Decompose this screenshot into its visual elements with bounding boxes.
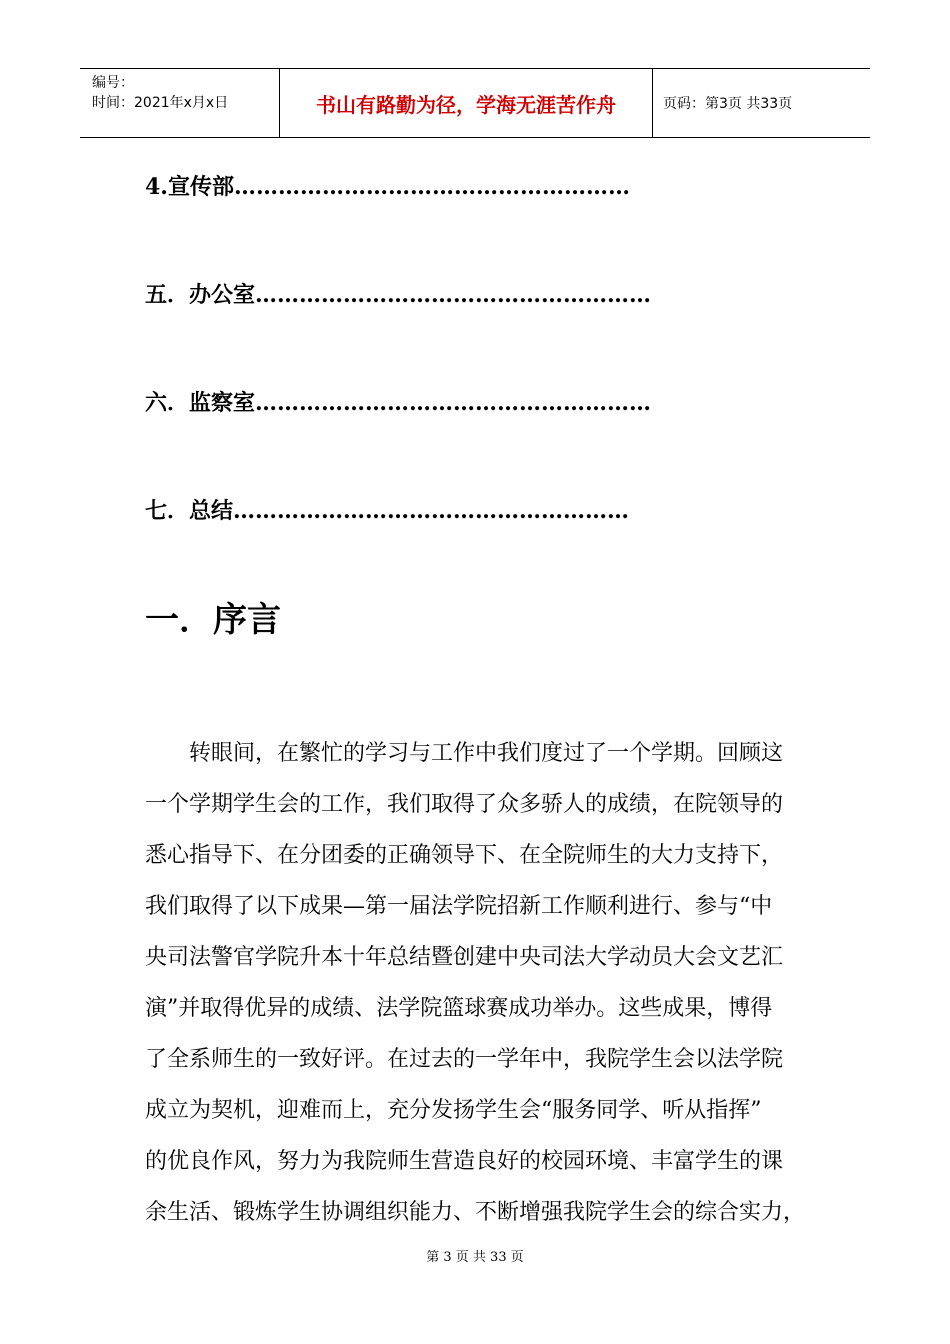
toc-entry-label: 4.宣传部 (145, 174, 234, 200)
paragraph-line: 余生活、锻炼学生协调组织能力、不断增强我院学生会的综合实力， (145, 1200, 806, 1225)
paragraph-line: 了全系师生的一致好评。在过去的一学年中，我院学生会以法学院 (145, 1047, 784, 1072)
toc-entry-label: 六．监察室 (145, 390, 256, 416)
paragraph-line: 成立为契机，迎难而上，充分发扬学生会“服务同学、听从指挥” (145, 1098, 762, 1123)
page-footer: 第 3 页 共 33 页 (426, 1250, 524, 1265)
toc-entry[interactable] (145, 386, 651, 417)
page-header (80, 68, 870, 138)
toc-entry[interactable] (145, 494, 629, 525)
paragraph-line: 我们取得了以下成果—第一届法学院招新工作顺利进行、参与“中 (145, 894, 773, 919)
section-heading: 一．序言 (145, 600, 281, 640)
header-motto: 书山有路勤为径，学海无涯苦作舟 (280, 69, 653, 137)
toc-leader: ……………………………………………… (233, 174, 630, 200)
header-meta (80, 69, 280, 137)
paragraph-line: 悉心指导下、在分团委的正确领导下、在全院师生的大力支持下， (145, 843, 784, 868)
paragraph-line: 一个学期学生会的工作，我们取得了众多骄人的成绩，在院领导的 (145, 792, 784, 817)
paragraph-line: 转眼间，在繁忙的学习与工作中我们度过了一个学期。回顾这 (145, 741, 784, 766)
paragraph-line: 央司法警官学院升本十年总结暨创建中央司法大学动员大会文艺汇 (145, 945, 784, 970)
header-page-code: 页码：第3页 共33页 (663, 96, 793, 112)
toc-entry-label: 七．总结 (145, 498, 234, 524)
paragraph-line: 演”并取得优异的成绩、法学院篮球赛成功举办。这些成果，博得 (145, 996, 773, 1021)
toc-entry-label: 五．办公室 (145, 282, 256, 308)
paragraph-line: 的优良作风，努力为我院师生营造良好的校园环境、丰富学生的课 (145, 1149, 784, 1174)
body-paragraph (145, 728, 810, 1238)
toc-leader: ……………………………………………… (255, 282, 652, 308)
date-label: 时间：2021年x月x日 (92, 95, 229, 111)
toc-entry[interactable] (145, 170, 630, 201)
toc-leader: ……………………………………………… (255, 390, 652, 416)
toc-leader: ……………………………………………… (233, 498, 630, 524)
number-label: 编号： (92, 75, 134, 91)
toc-entry[interactable] (145, 278, 651, 309)
